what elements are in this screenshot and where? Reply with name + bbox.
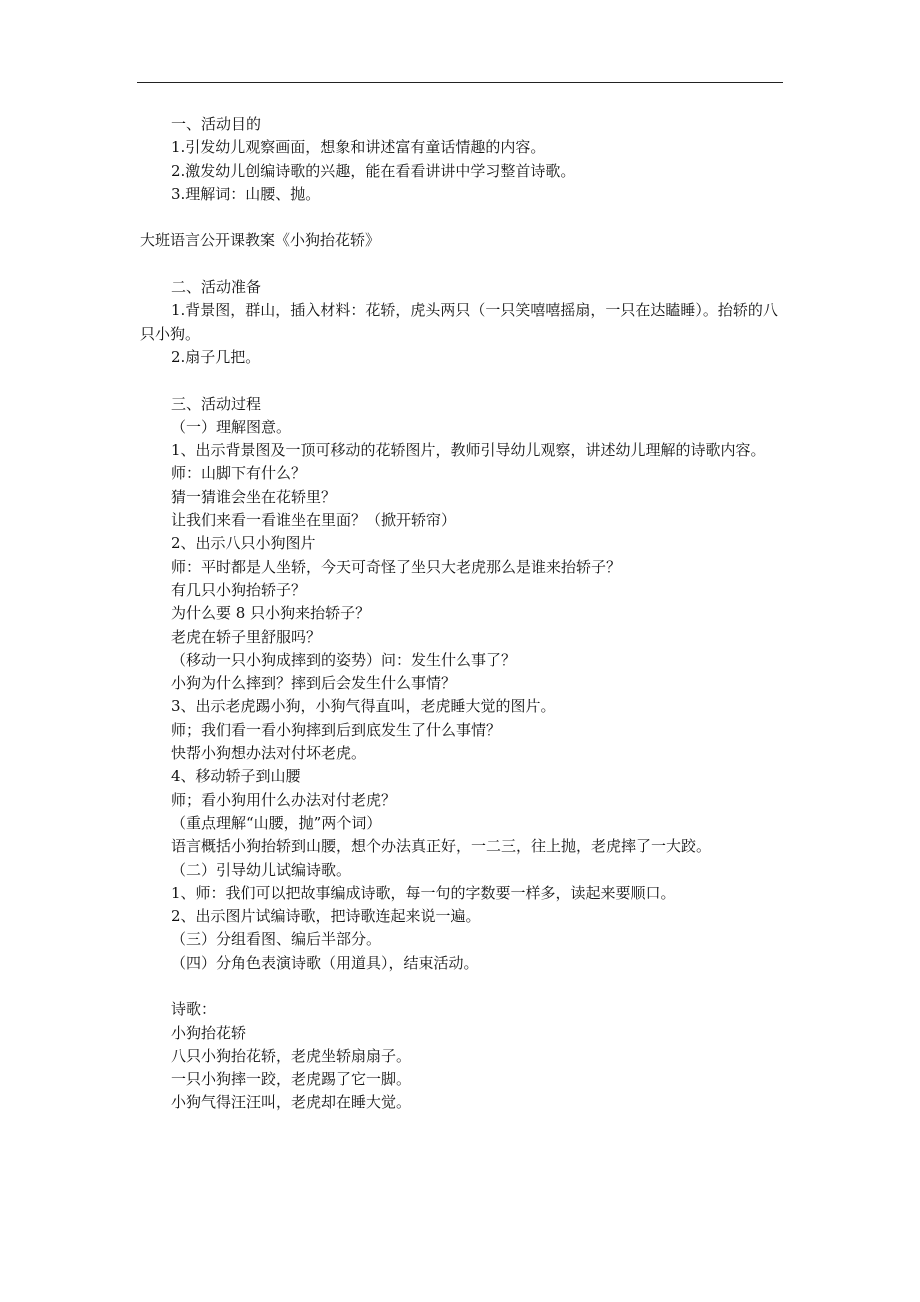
process-line: 师：山脚下有什么？ [171, 464, 307, 483]
poem-title: 小狗抬花轿 [171, 1023, 247, 1042]
blank-line [140, 975, 785, 998]
poem-label: 诗歌： [171, 1000, 217, 1019]
process-line: 师；看小狗用什么办法对付老虎？ [171, 790, 397, 809]
document-body [140, 113, 785, 1115]
poem-line: 八只小狗抬花轿，老虎坐轿扇扇子。 [171, 1046, 412, 1065]
process-line: 老虎在轿子里舒服吗？ [171, 627, 322, 646]
process-line: （移动一只小狗成摔到的姿势）问：发生什么事了？ [171, 650, 517, 669]
section2-heading: 二、活动准备 [171, 278, 262, 297]
poem-line: 小狗气得汪汪叫，老虎却在睡大觉。 [171, 1093, 412, 1112]
process-line: 2、出示图片试编诗歌，把诗歌连起来说一遍。 [171, 907, 481, 926]
process-line: 3、出示老虎踢小狗，小狗气得直叫，老虎睡大觉的图片。 [171, 697, 556, 716]
process-line: （重点理解“山腰，抛”两个词） [171, 813, 382, 832]
process-line: （四）分角色表演诗歌（用道具），结束活动。 [171, 953, 479, 972]
process-line: 让我们来看一看谁坐在里面？（掀开轿帘） [171, 511, 457, 530]
goal-item-3: 3.理解词：山腰、抛。 [171, 184, 321, 203]
process-line: 有几只小狗抬轿子？ [171, 580, 307, 599]
goal-item-1: 1.引发幼儿观察画面，想象和讲述富有童话情趣的内容。 [171, 138, 546, 157]
process-line: 为什么要 8 只小狗来抬轿子？ [171, 604, 371, 623]
process-line: 1、师：我们可以把故事编成诗歌，每一句的字数要一样多，读起来要顺口。 [171, 883, 676, 902]
goal-item-2: 2.激发幼儿创编诗歌的兴趣，能在看看讲讲中学习整首诗歌。 [171, 161, 576, 180]
process-line: （三）分组看图、编后半部分。 [171, 930, 382, 949]
process-line: （二）引导幼儿试编诗歌。 [171, 860, 352, 879]
header-rule [137, 82, 783, 83]
section1-heading: 一、活动目的 [171, 115, 262, 133]
process-line: 语言概括小狗抬轿到山腰，想个办法真正好，一二三，往上抛，老虎摔了一大跤。 [171, 837, 712, 856]
document-title: 大班语言公开课教案《小狗抬花轿》 [140, 231, 381, 250]
prep-item-1: 1.背景图，群山，插入材料：花轿，虎头两只（一只笑嘻嘻摇扇，一只在达瞌睡）。抬轿的八只小狗。 [140, 301, 778, 343]
process-line: 师；我们看一看小狗摔到后到底发生了什么事情？ [171, 720, 502, 739]
blank-line [140, 253, 785, 276]
process-line: 猜一猜谁会坐在花轿里？ [171, 487, 337, 506]
poem-line: 一只小狗摔一跤，老虎踢了它一脚。 [171, 1070, 412, 1089]
blank-line [140, 369, 785, 392]
process-line: 师：平时都是人坐轿，今天可奇怪了坐只大老虎那么是谁来抬轿子？ [171, 557, 622, 576]
section3-heading: 三、活动过程 [171, 394, 262, 413]
process-line: 快帮小狗想办法对付坏老虎。 [171, 744, 367, 763]
process-line: 2、出示八只小狗图片 [171, 534, 316, 553]
prep-item-2: 2.扇子几把。 [171, 347, 261, 366]
process-line: 小狗为什么摔到？摔到后会发生什么事情？ [171, 674, 457, 693]
blank-line [140, 206, 785, 229]
process-part-1: （一）理解图意。 [171, 417, 292, 436]
process-step-1: 1、出示背景图及一顶可移动的花轿图片，教师引导幼儿观察，讲述幼儿理解的诗歌内容。 [171, 441, 766, 460]
process-line: 4、移动轿子到山腰 [171, 767, 301, 786]
